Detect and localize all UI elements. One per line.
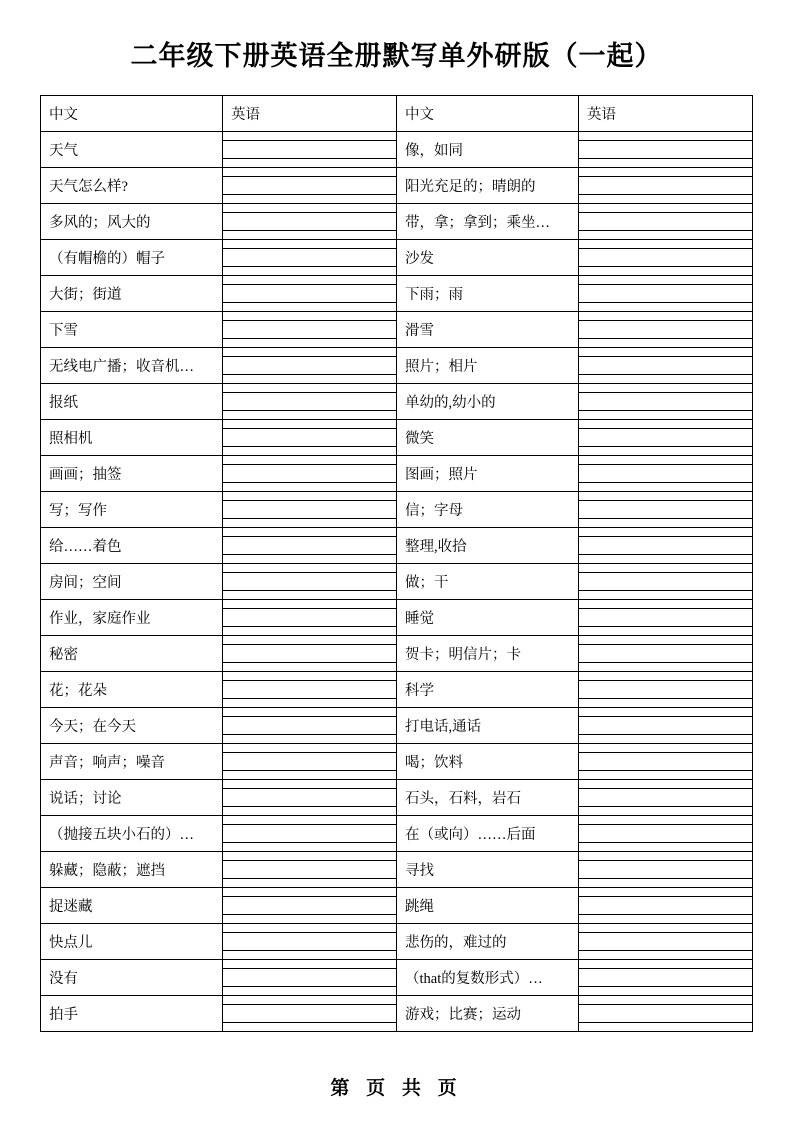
writing-rule-top: [579, 500, 752, 501]
writing-rule-bottom: [223, 770, 396, 771]
chinese-term-left: 快点儿: [41, 924, 223, 960]
chinese-term-right: 图画；照片: [397, 456, 579, 492]
english-answer-right[interactable]: [579, 960, 753, 996]
writing-rule-bottom: [223, 266, 396, 267]
chinese-term-right: 微笑: [397, 420, 579, 456]
writing-rule-bottom: [579, 482, 752, 483]
writing-rule-top: [579, 176, 752, 177]
writing-rule-top: [223, 1004, 396, 1005]
writing-rule-bottom: [579, 734, 752, 735]
table-row: [41, 852, 753, 888]
chinese-term-right: 跳绳: [397, 888, 579, 924]
writing-rule-top: [579, 932, 752, 933]
page-title: 二年级下册英语全册默写单外研版（一起）: [130, 41, 663, 71]
english-answer-right[interactable]: [579, 708, 753, 744]
writing-rule-bottom: [223, 302, 396, 303]
writing-rule-top: [223, 320, 396, 321]
writing-rule-bottom: [223, 806, 396, 807]
english-answer-right[interactable]: [579, 600, 753, 636]
english-answer-right[interactable]: [579, 888, 753, 924]
writing-rule-bottom: [223, 590, 396, 591]
writing-rule-bottom: [223, 482, 396, 483]
writing-rule-top: [223, 932, 396, 933]
writing-rule-bottom: [223, 158, 396, 159]
writing-rule-bottom: [579, 986, 752, 987]
writing-rule-bottom: [579, 338, 752, 339]
writing-rule-top: [579, 572, 752, 573]
english-answer-right[interactable]: [579, 240, 753, 276]
writing-rule-bottom: [579, 914, 752, 915]
writing-rule-top: [223, 644, 396, 645]
chinese-term-right: 寻找: [397, 852, 579, 888]
chinese-term-left: 照相机: [41, 420, 223, 456]
english-answer-left[interactable]: [223, 780, 397, 816]
writing-rule-bottom: [223, 1022, 396, 1023]
writing-rule-top: [223, 140, 396, 141]
writing-rule-bottom: [223, 194, 396, 195]
chinese-term-right: 游戏；比赛；运动: [397, 996, 579, 1032]
writing-rule-bottom: [223, 914, 396, 915]
chinese-term-right: 贺卡；明信片；卡: [397, 636, 579, 672]
chinese-term-right: 像，如同: [397, 132, 579, 168]
writing-rule-bottom: [579, 626, 752, 627]
writing-rule-top: [223, 752, 396, 753]
chinese-term-right: 滑雪: [397, 312, 579, 348]
writing-rule-bottom: [223, 698, 396, 699]
writing-rule-top: [223, 608, 396, 609]
table-row: [41, 132, 753, 168]
writing-rule-top: [579, 608, 752, 609]
writing-rule-top: [579, 320, 752, 321]
english-answer-right[interactable]: [579, 780, 753, 816]
table-row: [41, 240, 753, 276]
chinese-term-left: 下雪: [41, 312, 223, 348]
chinese-term-right: 做；干: [397, 564, 579, 600]
writing-rule-top: [579, 968, 752, 969]
english-answer-left[interactable]: [223, 672, 397, 708]
english-answer-left[interactable]: [223, 204, 397, 240]
table-row: [41, 996, 753, 1032]
chinese-term-right: 阳光充足的；晴朗的: [397, 168, 579, 204]
english-answer-right[interactable]: [579, 744, 753, 780]
writing-rule-top: [223, 824, 396, 825]
chinese-term-left: 天气怎么样?: [41, 168, 223, 204]
writing-rule-bottom: [223, 986, 396, 987]
writing-rule-bottom: [579, 518, 752, 519]
writing-rule-bottom: [223, 338, 396, 339]
writing-rule-top: [579, 428, 752, 429]
chinese-term-right: 下雨；雨: [397, 276, 579, 312]
writing-rule-top: [579, 896, 752, 897]
writing-rule-top: [223, 248, 396, 249]
writing-rule-top: [579, 752, 752, 753]
writing-rule-bottom: [579, 410, 752, 411]
table-row: [41, 564, 753, 600]
table-row: [41, 600, 753, 636]
table-row: [41, 420, 753, 456]
chinese-term-left: 作业，家庭作业: [41, 600, 223, 636]
table-row: [41, 924, 753, 960]
english-answer-right[interactable]: [579, 996, 753, 1032]
chinese-term-left: 大街；街道: [41, 276, 223, 312]
chinese-term-left: 今天；在今天: [41, 708, 223, 744]
writing-rule-bottom: [223, 662, 396, 663]
writing-rule-top: [579, 860, 752, 861]
english-answer-right[interactable]: [579, 528, 753, 564]
writing-rule-top: [579, 248, 752, 249]
writing-rule-top: [223, 464, 396, 465]
chinese-term-left: 秘密: [41, 636, 223, 672]
writing-rule-bottom: [579, 302, 752, 303]
writing-rule-top: [223, 536, 396, 537]
english-answer-left[interactable]: [223, 852, 397, 888]
chinese-term-left: （抛接五块小石的）…: [41, 816, 223, 852]
writing-rule-top: [223, 212, 396, 213]
table-row: [41, 744, 753, 780]
english-answer-left[interactable]: [223, 600, 397, 636]
chinese-term-left: 没有: [41, 960, 223, 996]
english-answer-left[interactable]: [223, 384, 397, 420]
table-row: [41, 888, 753, 924]
writing-rule-bottom: [579, 950, 752, 951]
english-answer-left[interactable]: [223, 456, 397, 492]
chinese-term-left: 多风的；风大的: [41, 204, 223, 240]
writing-rule-bottom: [579, 698, 752, 699]
table-row: [41, 636, 753, 672]
english-answer-right[interactable]: [579, 636, 753, 672]
chinese-term-right: 科学: [397, 672, 579, 708]
table-row: [41, 780, 753, 816]
chinese-term-right: 悲伤的，难过的: [397, 924, 579, 960]
writing-rule-bottom: [223, 842, 396, 843]
writing-rule-bottom: [579, 266, 752, 267]
table-row: [41, 456, 753, 492]
table-row: [41, 708, 753, 744]
writing-rule-top: [223, 860, 396, 861]
chinese-term-left: 画画；抽签: [41, 456, 223, 492]
writing-rule-top: [223, 176, 396, 177]
writing-rule-bottom: [223, 410, 396, 411]
english-answer-right[interactable]: [579, 276, 753, 312]
column-header-chinese-1: 中文: [41, 96, 223, 132]
writing-rule-bottom: [223, 230, 396, 231]
writing-rule-bottom: [223, 446, 396, 447]
english-answer-left[interactable]: [223, 636, 397, 672]
chinese-term-left: 无线电广播；收音机…: [41, 348, 223, 384]
chinese-term-right: 打电话,通话: [397, 708, 579, 744]
table-row: [41, 348, 753, 384]
english-answer-right[interactable]: [579, 672, 753, 708]
page-footer: 第 页 共 页: [330, 1078, 463, 1099]
vocabulary-table: [40, 95, 753, 1032]
writing-rule-top: [579, 392, 752, 393]
english-answer-left[interactable]: [223, 132, 397, 168]
chinese-term-left: 写；写作: [41, 492, 223, 528]
column-header-chinese-2: 中文: [397, 96, 579, 132]
english-answer-left[interactable]: [223, 888, 397, 924]
writing-rule-top: [223, 284, 396, 285]
chinese-term-right: 石头，石料，岩石: [397, 780, 579, 816]
chinese-term-left: 声音；响声；噪音: [41, 744, 223, 780]
writing-rule-top: [579, 212, 752, 213]
english-answer-left[interactable]: [223, 168, 397, 204]
writing-rule-bottom: [579, 806, 752, 807]
chinese-term-right: 整理,收拾: [397, 528, 579, 564]
english-answer-left[interactable]: [223, 924, 397, 960]
writing-rule-bottom: [579, 374, 752, 375]
writing-rule-top: [579, 140, 752, 141]
chinese-term-right: 喝；饮料: [397, 744, 579, 780]
english-answer-left[interactable]: [223, 816, 397, 852]
writing-rule-top: [579, 356, 752, 357]
chinese-term-right: 沙发: [397, 240, 579, 276]
table-row: [41, 168, 753, 204]
writing-rule-bottom: [579, 878, 752, 879]
english-answer-right[interactable]: [579, 384, 753, 420]
writing-rule-top: [223, 788, 396, 789]
english-answer-left[interactable]: [223, 348, 397, 384]
writing-rule-bottom: [579, 662, 752, 663]
chinese-term-right: 单幼的,幼小的: [397, 384, 579, 420]
english-answer-right[interactable]: [579, 852, 753, 888]
chinese-term-right: 睡觉: [397, 600, 579, 636]
writing-rule-top: [579, 284, 752, 285]
english-answer-left[interactable]: [223, 528, 397, 564]
english-answer-right[interactable]: [579, 924, 753, 960]
writing-rule-bottom: [223, 626, 396, 627]
english-answer-left[interactable]: [223, 420, 397, 456]
english-answer-left[interactable]: [223, 492, 397, 528]
english-answer-left[interactable]: [223, 240, 397, 276]
chinese-term-left: 拍手: [41, 996, 223, 1032]
writing-rule-top: [579, 680, 752, 681]
chinese-term-left: 报纸: [41, 384, 223, 420]
writing-rule-bottom: [223, 554, 396, 555]
chinese-term-left: 捉迷藏: [41, 888, 223, 924]
writing-rule-bottom: [223, 518, 396, 519]
english-answer-left[interactable]: [223, 276, 397, 312]
table-body: [41, 132, 753, 1032]
column-header-english-1: 英语: [223, 96, 397, 132]
english-answer-left[interactable]: [223, 708, 397, 744]
english-answer-left[interactable]: [223, 996, 397, 1032]
chinese-term-right: 照片；相片: [397, 348, 579, 384]
english-answer-left[interactable]: [223, 312, 397, 348]
chinese-term-right: 带，拿；拿到；乘坐…: [397, 204, 579, 240]
writing-rule-bottom: [579, 554, 752, 555]
table-row: [41, 312, 753, 348]
writing-rule-bottom: [223, 878, 396, 879]
chinese-term-left: （有帽檐的）帽子: [41, 240, 223, 276]
english-answer-right[interactable]: [579, 816, 753, 852]
writing-rule-top: [223, 968, 396, 969]
table-row: [41, 528, 753, 564]
table-row: [41, 276, 753, 312]
writing-rule-bottom: [579, 842, 752, 843]
chinese-term-left: 给……着色: [41, 528, 223, 564]
english-answer-right[interactable]: [579, 168, 753, 204]
column-header-english-2: 英语: [579, 96, 753, 132]
writing-rule-top: [223, 572, 396, 573]
writing-rule-top: [579, 716, 752, 717]
english-answer-right[interactable]: [579, 348, 753, 384]
english-answer-right[interactable]: [579, 204, 753, 240]
chinese-term-left: 房间；空间: [41, 564, 223, 600]
table-row: [41, 816, 753, 852]
writing-rule-top: [579, 536, 752, 537]
writing-rule-top: [223, 680, 396, 681]
chinese-term-left: 说话；讨论: [41, 780, 223, 816]
english-answer-right[interactable]: [579, 312, 753, 348]
chinese-term-right: （that的复数形式）…: [397, 960, 579, 996]
writing-rule-bottom: [579, 230, 752, 231]
english-answer-right[interactable]: [579, 456, 753, 492]
writing-rule-top: [223, 356, 396, 357]
table-row: [41, 204, 753, 240]
writing-rule-top: [223, 392, 396, 393]
writing-rule-top: [579, 1004, 752, 1005]
writing-rule-top: [579, 824, 752, 825]
writing-rule-bottom: [223, 734, 396, 735]
writing-rule-bottom: [579, 590, 752, 591]
writing-rule-bottom: [579, 158, 752, 159]
english-answer-right[interactable]: [579, 564, 753, 600]
chinese-term-right: 信；字母: [397, 492, 579, 528]
table-header-row: [41, 96, 753, 132]
writing-rule-bottom: [579, 1022, 752, 1023]
table-row: [41, 492, 753, 528]
writing-rule-bottom: [579, 770, 752, 771]
table-row: [41, 672, 753, 708]
writing-rule-bottom: [579, 446, 752, 447]
english-answer-right[interactable]: [579, 492, 753, 528]
english-answer-left[interactable]: [223, 564, 397, 600]
writing-rule-bottom: [579, 194, 752, 195]
table-row: [41, 960, 753, 996]
english-answer-right[interactable]: [579, 420, 753, 456]
writing-rule-top: [223, 716, 396, 717]
english-answer-left[interactable]: [223, 960, 397, 996]
writing-rule-top: [223, 428, 396, 429]
writing-rule-top: [223, 896, 396, 897]
chinese-term-right: 在（或向）……后面: [397, 816, 579, 852]
chinese-term-left: 天气: [41, 132, 223, 168]
table-header: [41, 96, 753, 132]
chinese-term-left: 躲藏；隐蔽；遮挡: [41, 852, 223, 888]
chinese-term-left: 花；花朵: [41, 672, 223, 708]
writing-rule-top: [579, 788, 752, 789]
writing-rule-top: [579, 464, 752, 465]
writing-rule-top: [223, 500, 396, 501]
writing-rule-bottom: [223, 950, 396, 951]
writing-rule-bottom: [223, 374, 396, 375]
table-row: [41, 384, 753, 420]
english-answer-right[interactable]: [579, 132, 753, 168]
writing-rule-top: [579, 644, 752, 645]
english-answer-left[interactable]: [223, 744, 397, 780]
